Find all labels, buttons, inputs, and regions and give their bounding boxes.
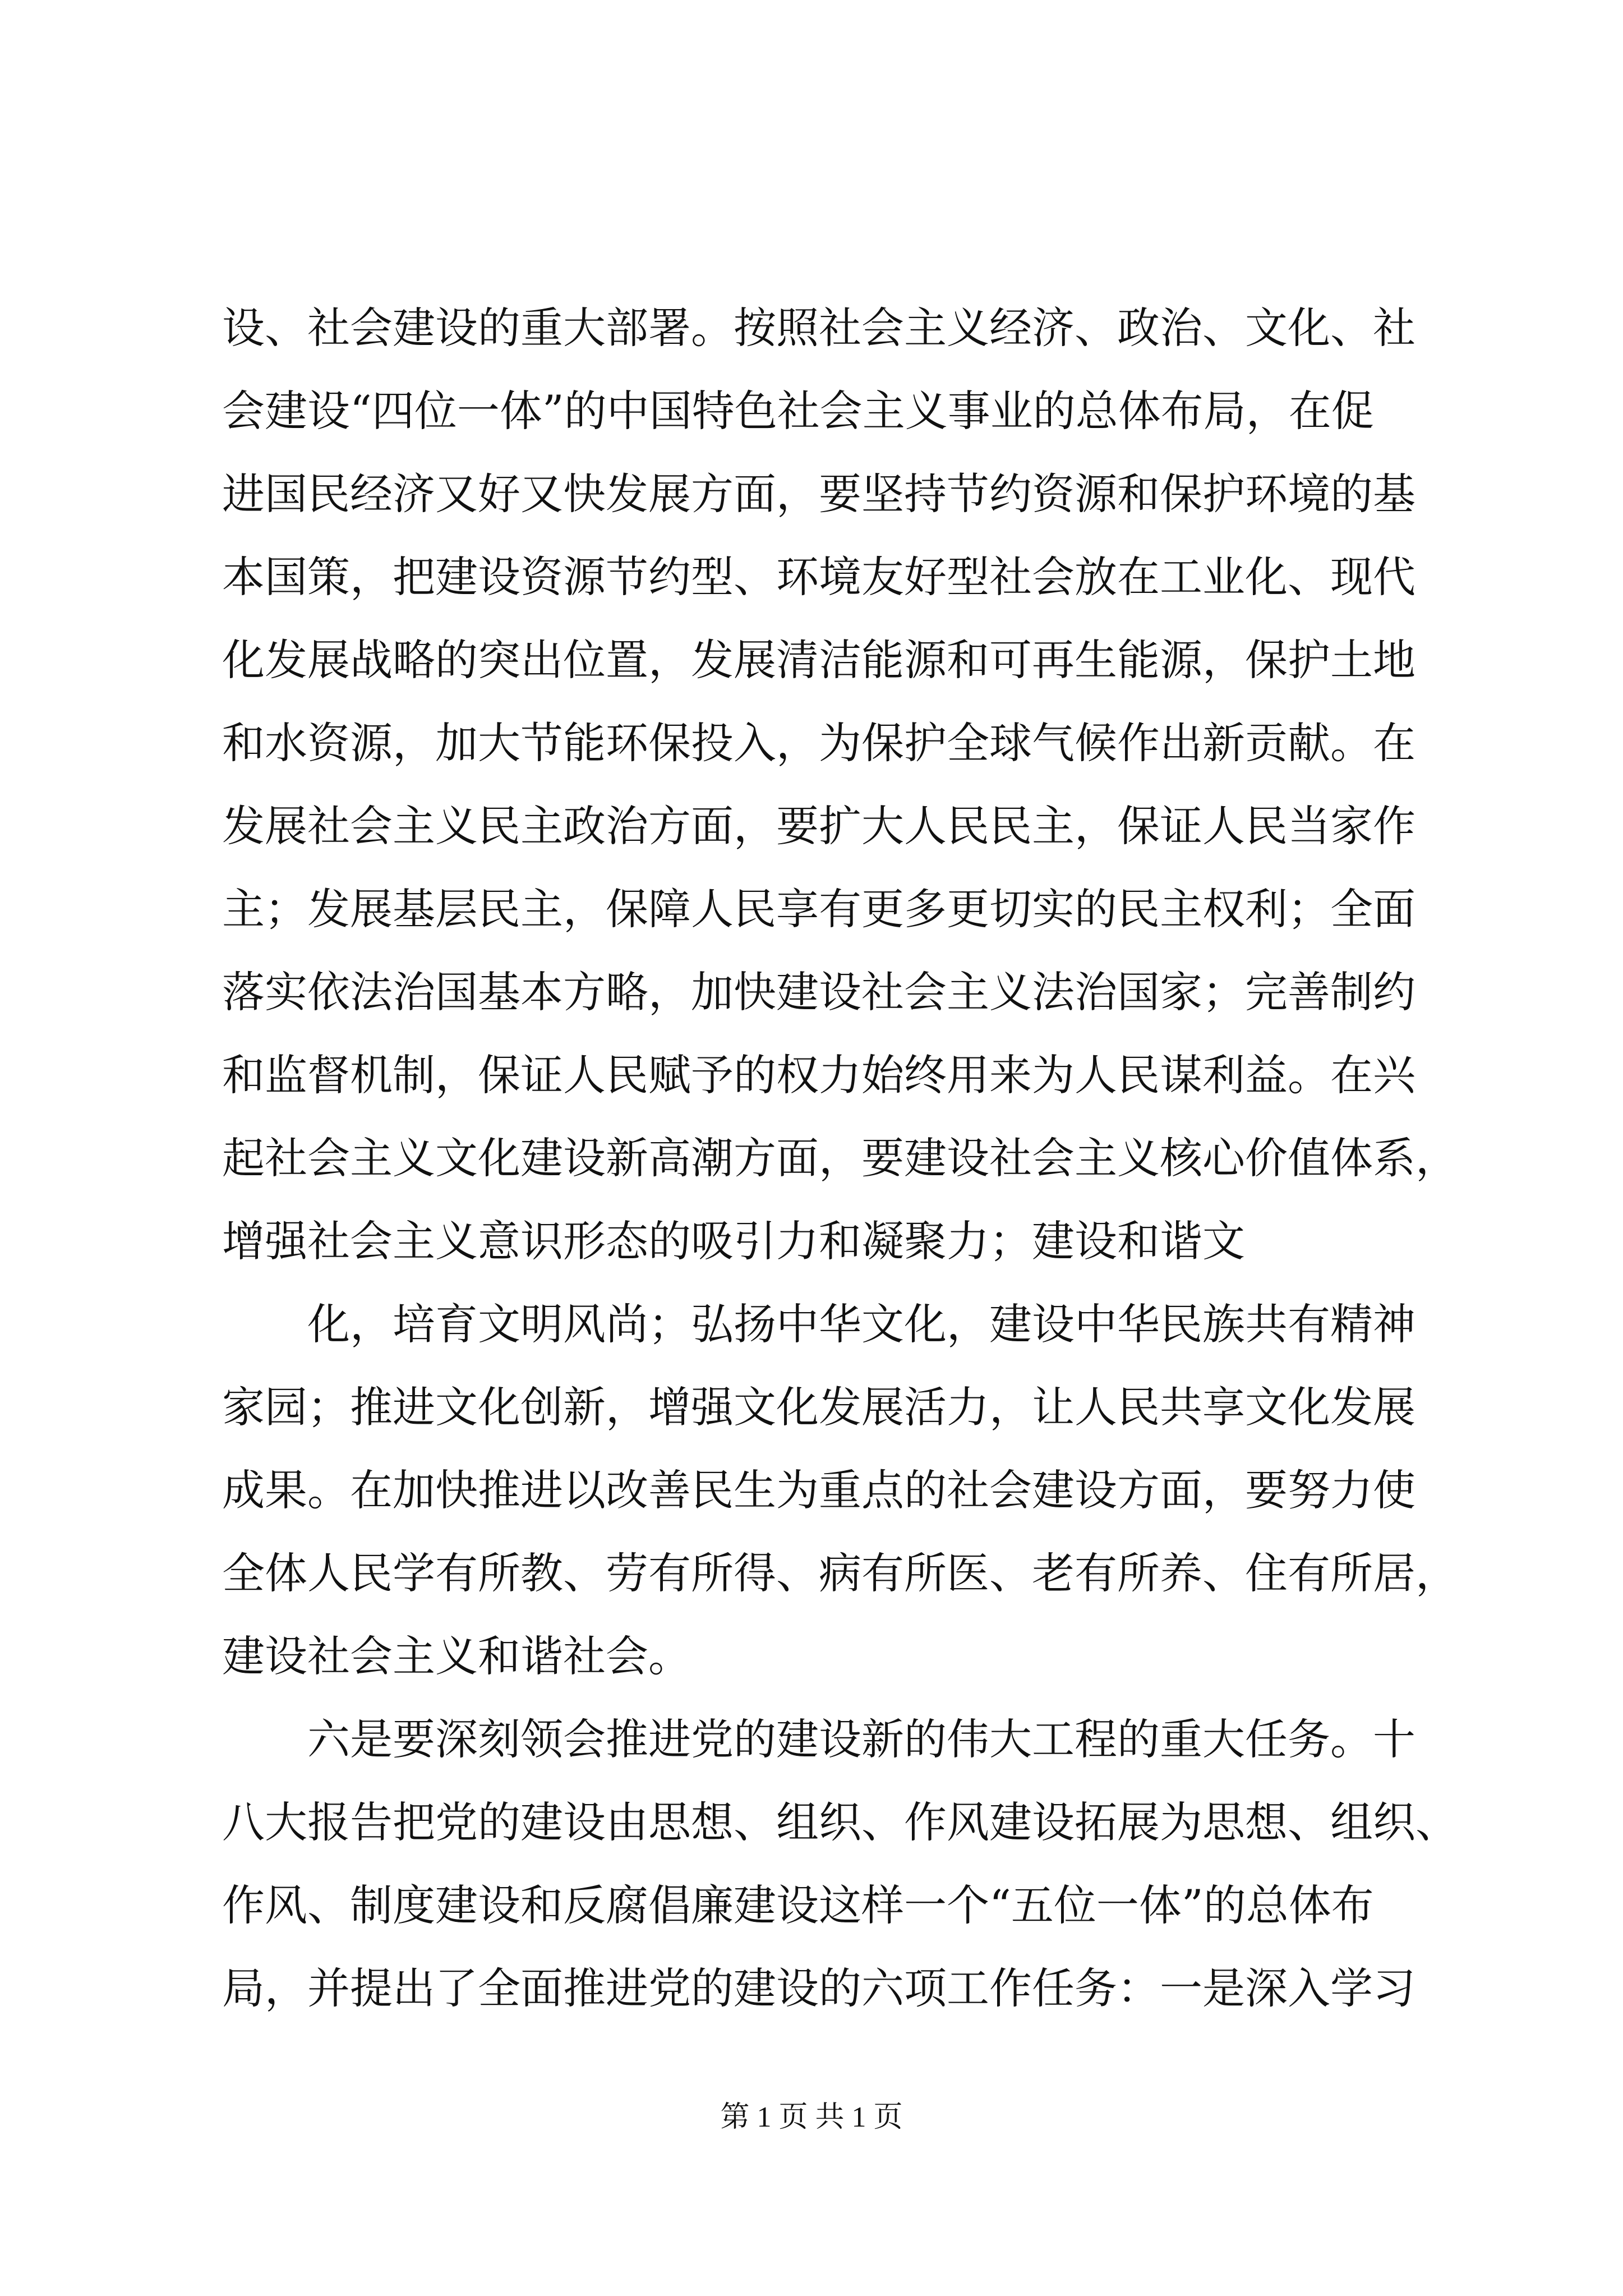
text-line: 化发展战略的突出位置，发展清洁能源和可再生能源，保护土地 (222, 635, 1415, 685)
text-line: 六是要深刻领会推进党的建设新的伟大工程的重大任务。十 (222, 1714, 1415, 1764)
text-line: 主；发展基层民主，保障人民享有更多更切实的民主权利；全面 (222, 884, 1415, 934)
text-line: 增强社会主义意识形态的吸引力和凝聚力；建设和谐文 (222, 1216, 1245, 1266)
text-line: 家园；推进文化创新，增强文化发展活力，让人民共享文化发展 (222, 1382, 1415, 1432)
text-line: 本国策，把建设资源节约型、环境友好型社会放在工业化、现代 (222, 552, 1415, 602)
text-line: 化，培育文明风尚；弘扬中华文化，建设中华民族共有精神 (222, 1299, 1415, 1349)
text-line: 发展社会主义民主政治方面，要扩大人民民主，保证人民当家作 (222, 801, 1415, 851)
text-line: 建设社会主义和谐社会。 (222, 1631, 691, 1681)
text-line: 作风、制度建设和反腐倡廉建设这样一个“五位一体”的总体布 (222, 1880, 1374, 1930)
page-number-footer: 第 1 页 共 1 页 (720, 2101, 903, 2133)
text-line: 落实依法治国基本方略，加快建设社会主义法治国家；完善制约 (222, 967, 1415, 1017)
text-line: 八大报告把党的建设由思想、组织、作风建设拓展为思想、组织、 (222, 1797, 1458, 1847)
text-line: 进国民经济又好又快发展方面，要坚持节约资源和保护环境的基 (222, 469, 1415, 519)
text-line: 设、社会建设的重大部署。按照社会主义经济、政治、文化、社 (222, 303, 1415, 353)
text-line: 局，并提出了全面推进党的建设的六项工作任务：一是深入学习 (222, 1963, 1415, 2013)
text-line: 和水资源，加大节能环保投入，为保护全球气候作出新贡献。在 (222, 718, 1415, 768)
text-line: 成果。在加快推进以改善民生为重点的社会建设方面，要努力使 (222, 1465, 1415, 1515)
text-line: 和监督机制，保证人民赋予的权力始终用来为人民谋利益。在兴 (222, 1050, 1415, 1100)
text-line: 会建设“四位一体”的中国特色社会主义事业的总体布局，在促 (222, 386, 1374, 436)
text-line: 起社会主义文化建设新高潮方面，要建设社会主义核心价值体系， (222, 1133, 1458, 1183)
text-line: 全体人民学有所教、劳有所得、病有所医、老有所养、住有所居， (222, 1548, 1458, 1598)
